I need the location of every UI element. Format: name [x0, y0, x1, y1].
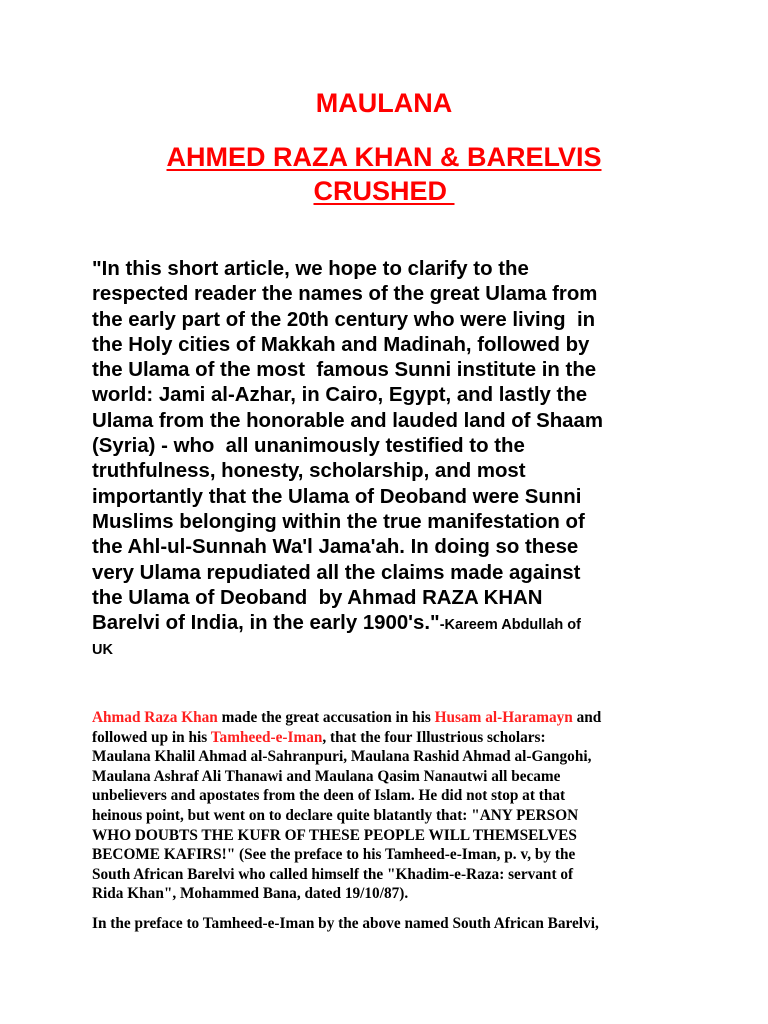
paragraph-line: BECOME KAFIRS!" (See the preface to his Tamheed-e-Iman, p. v, by the — [92, 846, 576, 864]
intro-quote — [92, 257, 692, 664]
paragraph-line: heinous point, but went on to declare quite blatantly that: "ANY PERSON — [92, 806, 579, 824]
paragraph-text: , that the four Illustrious scholars: — [322, 728, 546, 746]
quote-line: the Ulama of the most famous Sunni institute in the — [92, 359, 597, 382]
quote-line: the early part of the 20th century who were living in — [92, 308, 596, 331]
subtitle-line-1: AHMED RAZA KHAN & BARELVIS — [166, 142, 602, 172]
quote-line: "In this short article, we hope to clarify to the — [92, 258, 529, 280]
paragraph-line: South African Barelvi who called himself the "Khadim-e-Raza: servant of — [92, 865, 574, 883]
quote-line: Muslims belonging within the true manifestation of — [92, 510, 585, 533]
quote-line: Ulama from the honorable and lauded land of Shaam — [92, 409, 603, 432]
name-tamheed-e-iman: Tamheed-e-Iman — [210, 728, 323, 746]
paragraph-line: Maulana Khalil Ahmad al-Sahranpuri, Maulana Rashid Ahmad al-Gangohi, — [92, 748, 592, 766]
document-title: MAULANA — [315, 88, 453, 118]
paragraph-text: and — [572, 709, 602, 726]
quote-line: world: Jami al-Azhar, in Cairo, Egypt, and lastly the — [92, 384, 588, 407]
paragraph-preface: In the preface to Tamheed-e-Iman by the above named South African Barelvi, — [92, 915, 599, 932]
paragraph-line — [92, 728, 692, 748]
quote-attribution-country: UK — [92, 642, 113, 659]
paragraph-line: Rida Khan", Mohammed Bana, dated 19/10/87). — [92, 885, 409, 903]
quote-attribution: -Kareem Abdullah of — [439, 617, 581, 634]
quote-line: respected reader the names of the great Ulama from — [92, 283, 598, 306]
quote-line: truthfulness, honesty, scholarship, and most — [92, 460, 526, 483]
subtitle-line-2: CRUSHED — [313, 176, 455, 206]
document-subtitle — [0, 140, 768, 208]
paragraph-line: Maulana Ashraf Ali Thanawi and Maulana Qasim Nanautwi all became — [92, 767, 561, 785]
quote-line: (Syria) - who all unanimously testified to the — [92, 435, 525, 458]
paragraph-line: unbelievers and apostates from the deen of Islam. He did not stop at that — [92, 787, 566, 805]
quote-line: the Ahl-ul-Sunnah Wa'l Jama'ah. In doing so these — [92, 536, 579, 559]
name-ahmad-raza-khan: Ahmad Raza Khan — [92, 709, 218, 726]
quote-line: very Ulama repudiated all the claims made against — [92, 561, 581, 584]
paragraph-text: followed up in his — [92, 728, 211, 746]
quote-line — [92, 611, 692, 638]
quote-line: importantly that the Ulama of Deoband were Sunni — [92, 485, 582, 508]
quote-line: the Holy cities of Makkah and Madinah, followed by — [92, 333, 590, 356]
paragraph-line — [92, 708, 692, 728]
quote-line: the Ulama of Deoband by Ahmad RAZA KHAN — [92, 586, 543, 609]
quote-line-text: Barelvi of India, in the early 1900's." — [92, 612, 440, 635]
paragraph-line: WHO DOUBTS THE KUFR OF THESE PEOPLE WILL THEMSELVES — [92, 826, 577, 844]
paragraph-accusation — [92, 708, 692, 904]
paragraph-text: made the great accusation in his — [217, 709, 435, 726]
name-husam-al-haramayn: Husam al-Haramayn — [434, 709, 573, 726]
